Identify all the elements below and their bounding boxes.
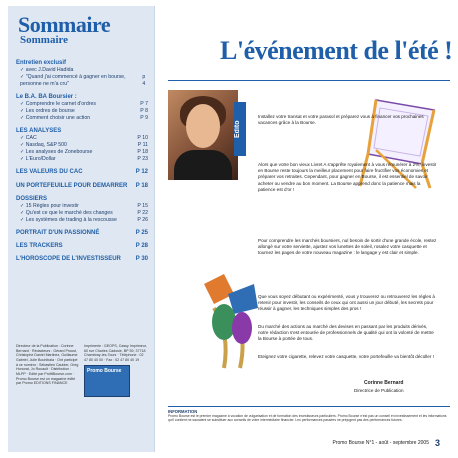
body-paragraph-5: Du marché des actions au marché des devises en passant par les produits dérivés, notre rédaction s'est entourée de professionnels de qualité qui ont la volonté de mettre la Bourse à portée de tous. <box>258 324 434 342</box>
toc-item[interactable] <box>16 74 148 88</box>
toc-page-number: P 11 <box>137 142 148 149</box>
sommaire-title: Sommaire <box>18 12 111 37</box>
toc-page-number: P 25 <box>135 229 148 236</box>
toc-page-number: p 4 <box>142 74 146 88</box>
toc-page-number: P 23 <box>137 156 148 163</box>
credits-left <box>16 344 80 397</box>
toc-section-heading <box>16 93 148 101</box>
credits-left-text: Directeur de la Publication : Corinne Bernard · Rédacteurs : Gérard Proust, Christophe Daniel Martinez, Guillaume Gabriel, Julie Bouhibala · Ont participé à ce numéro : Sébastien Caubier, Greg Honorat, Jo Rouault · Distribution : MLPP · Edité par ProfitBourse.com · Promo Bourse est un magazine édité par Promo EDITIONS FINANCE <box>16 344 79 386</box>
credits-right <box>84 344 148 397</box>
edito-label: Edito <box>234 102 246 156</box>
toc-item-label: ✓ Les ordres de bourse <box>20 108 75 115</box>
toc-section-heading <box>16 229 148 237</box>
toc-page-number: P 9 <box>140 115 148 122</box>
toc-page-number: P 30 <box>135 255 148 262</box>
toc-page-number: P 22 <box>137 209 148 216</box>
toc-item-label: ✓ Les analyses de Zonebourse <box>20 149 93 156</box>
toc-item[interactable] <box>16 210 148 217</box>
toc-item[interactable] <box>16 67 148 74</box>
toc-page-number: P 10 <box>137 135 148 142</box>
toc-item[interactable] <box>16 135 148 142</box>
intro-paragraph: Installez votre transat et votre parasol et préparez vous à financer vos prochaines vacances grâce à la Bourse. <box>258 114 424 126</box>
toc-item-label: ✓ Comment choisir une action <box>20 115 91 122</box>
information-text: Promo Bourse est le premier magazine à vocation de vulgarisation et de formation des investisseurs particuliers. Promo Bourse n'est pas un conseil en investissement et les informations qu'il contient ne sauraient se substituer aux conseils de votre intermédiaire financier. Les performances passées ne préjugent pas des performances futures. <box>168 414 447 423</box>
toc-page-number: P 15 <box>137 202 148 209</box>
signature-name: Corinne Bernard <box>364 380 404 386</box>
sommaire-subtitle: Sommaire <box>20 34 69 46</box>
toc-section-label: LES TRACKERS <box>16 242 63 249</box>
toc-page-number: P 8 <box>140 108 148 115</box>
headline-rule <box>168 80 450 81</box>
toc-item-label: ✓ 15 Règles pour investir <box>20 202 79 209</box>
toc-section-heading <box>16 127 148 135</box>
toc-item[interactable] <box>16 156 148 163</box>
mini-cover-label: Promo Bourse <box>87 367 122 374</box>
toc-section-heading <box>16 195 148 203</box>
toc-item[interactable] <box>16 149 148 156</box>
toc-section-label: Le B.A. BA Boursier : <box>16 94 77 101</box>
magazine-cover-thumbnail <box>84 365 130 397</box>
toc-item-label: ✓ Les systèmes de trading à la rescousse <box>20 216 117 223</box>
toc-item-label: ✓ "Quand j'ai commencé à gagner en bourse, personne ne m'a cru" <box>20 74 126 88</box>
toc-section-heading <box>16 182 148 190</box>
toc-page-number: P 28 <box>135 242 148 249</box>
toc-item-label: ✓ Nasdaq, S&P 500 <box>20 142 67 149</box>
body-paragraph-4: Que vous soyez débutant ou expérimenté, vous y trouverez ou retrouverez les règles à retenir pour investir, les conseils de ceux qui ont aussi un jour débuté, les secrets pour réussir à gagner, les techniques simples des pros ! <box>258 294 435 312</box>
toc-list <box>16 54 148 263</box>
sunglasses-illustration <box>194 264 266 374</box>
magazine-page <box>8 6 453 452</box>
credits-block <box>16 344 148 397</box>
information-title: INFORMATION <box>168 409 198 414</box>
toc-section-heading <box>16 59 148 67</box>
toc-item-label: ✓ CAC <box>20 135 37 142</box>
credits-right-text: Imprimerie : GEOPS, Cassy Imprimeur, 60 rue Charles Cadosie, BP 59, 37718 Chambray-les-Tours · Téléphone : 02 47 80 40 00 · Fax : 02 47 80 40 19 <box>84 344 147 363</box>
information-box <box>168 406 450 435</box>
page-number: 3 <box>434 438 440 448</box>
body-paragraph-3: Pour comprendre les marchés boursiers, nul besoin de sortir d'une grande école, restez allongé sur votre serviette, ajustez vos lunettes de soleil, rosalez votre casquette et tournez les pages de votre nouveau magazine : le langage y est clair et simple. <box>258 238 437 256</box>
toc-section-label: UN PORTEFEUILLE POUR DEMARRER <box>16 182 128 189</box>
table-of-contents-sidebar <box>8 6 155 452</box>
toc-item[interactable] <box>16 115 148 122</box>
toc-page-number: P 12 <box>135 169 148 176</box>
toc-page-number: P 7 <box>140 101 148 108</box>
toc-item-label: ✓ Comprendre le carnet d'ordres <box>20 101 96 108</box>
editor-portrait-photo <box>168 90 238 180</box>
signature-title: Directrice de Publication <box>354 388 404 393</box>
page-footer <box>332 438 440 448</box>
toc-item[interactable] <box>16 203 148 210</box>
toc-item-label: ✓ avec J.David Hadida <box>20 67 74 74</box>
toc-item[interactable] <box>16 108 148 115</box>
toc-section-label: DOSSIERS <box>16 195 48 202</box>
toc-page-number: P 26 <box>137 216 148 223</box>
toc-item-label: ✓ L'Euro/Dollar <box>20 156 56 163</box>
toc-section-heading <box>16 242 148 250</box>
body-paragraph-2: Alors que votre bon vieux Livret A s'apprête royalement à vous rémunérer à 2%, investir en Bourse reste toujours la meilleur placement pour faire fructifier vos économies et préparer vos retraites. Cependant, pour gagner en Bourse, il est essentiel de savoir acheter ou vendre au bon moment. La Bourse apprend donc la patience mais la patience est d'or ! <box>258 162 437 192</box>
toc-section-label: LES VALEURS DU CAC <box>16 169 83 176</box>
toc-item[interactable] <box>16 217 148 224</box>
editorial-headline: L'événement de l'été ! <box>220 36 453 65</box>
toc-section-label: LES ANALYSES <box>16 128 62 135</box>
toc-section-label: L'HOROSCOPE DE L'INVESTISSEUR <box>16 255 121 262</box>
toc-section-heading <box>16 168 148 176</box>
toc-item[interactable] <box>16 101 148 108</box>
toc-item-label: ✓ Qu'est ce que le marché des changes <box>20 209 113 216</box>
toc-item[interactable] <box>16 142 148 149</box>
footer-issue-text: Promo Bourse N°1 - août - septembre 2005 <box>332 440 429 446</box>
toc-section-heading <box>16 255 148 263</box>
body-paragraph-6: Eteignez votre cigarette, relevez votre casquette, votre portefeuille va bientôt décoller ! <box>258 354 434 359</box>
toc-page-number: P 18 <box>137 149 148 156</box>
toc-page-number: P 18 <box>135 182 148 189</box>
toc-section-label: Entretien exclusif <box>16 60 67 66</box>
toc-section-label: PORTRAIT D'UN PASSIONNÉ <box>16 229 100 236</box>
